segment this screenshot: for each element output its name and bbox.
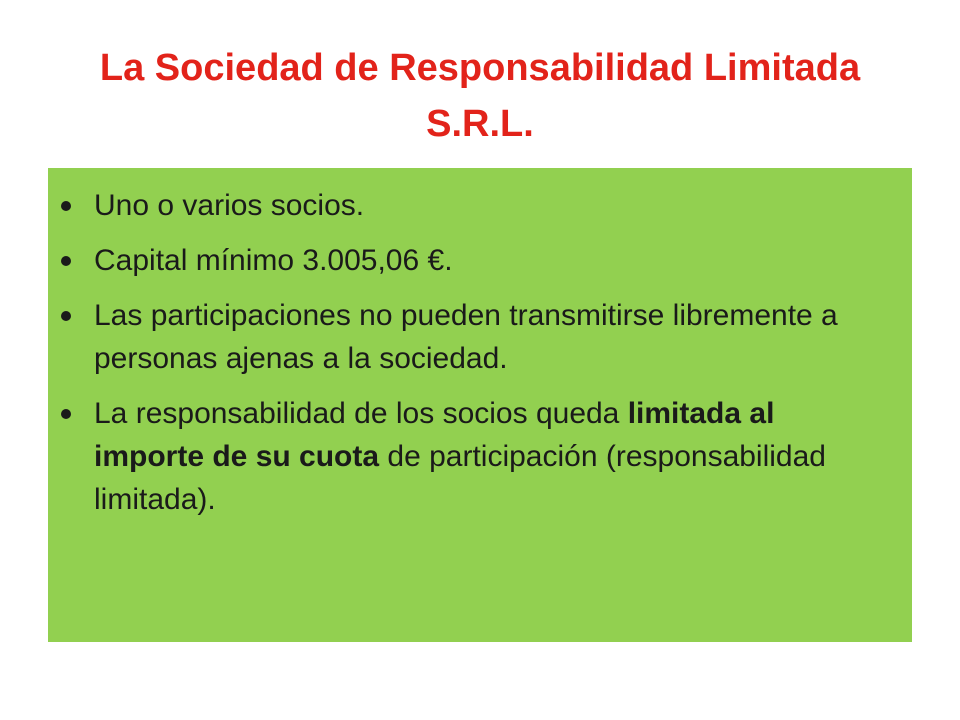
content-box (48, 168, 912, 642)
title-line-2: S.R.L. (426, 103, 534, 145)
bullet-text-before: La responsabilidad de los socios queda (94, 397, 628, 430)
bullet-list (48, 168, 912, 521)
bullet-dot-icon (61, 311, 71, 321)
bullet-text: Uno o varios socios. (94, 189, 365, 222)
bullet-text-bold: limitada al importe de su cuota (94, 397, 775, 473)
bullet-item (48, 184, 888, 227)
slide-title (48, 36, 912, 156)
bullet-text: Capital mínimo 3.005,06 €. (94, 244, 453, 277)
bullet-dot-icon (61, 409, 71, 419)
bullet-dot-icon (61, 256, 71, 266)
bullet-item (48, 392, 888, 521)
title-line-1: La Sociedad de Responsabilidad Limitada (99, 47, 861, 89)
bullet-text: Las participaciones no pueden transmitirse libremente a personas ajenas a la sociedad. (94, 299, 838, 375)
bullet-dot-icon (61, 201, 71, 211)
bullet-text-after: de participación (responsabilidad limitada). (94, 440, 826, 516)
bullet-item (48, 239, 888, 282)
bullet-item (48, 294, 888, 380)
